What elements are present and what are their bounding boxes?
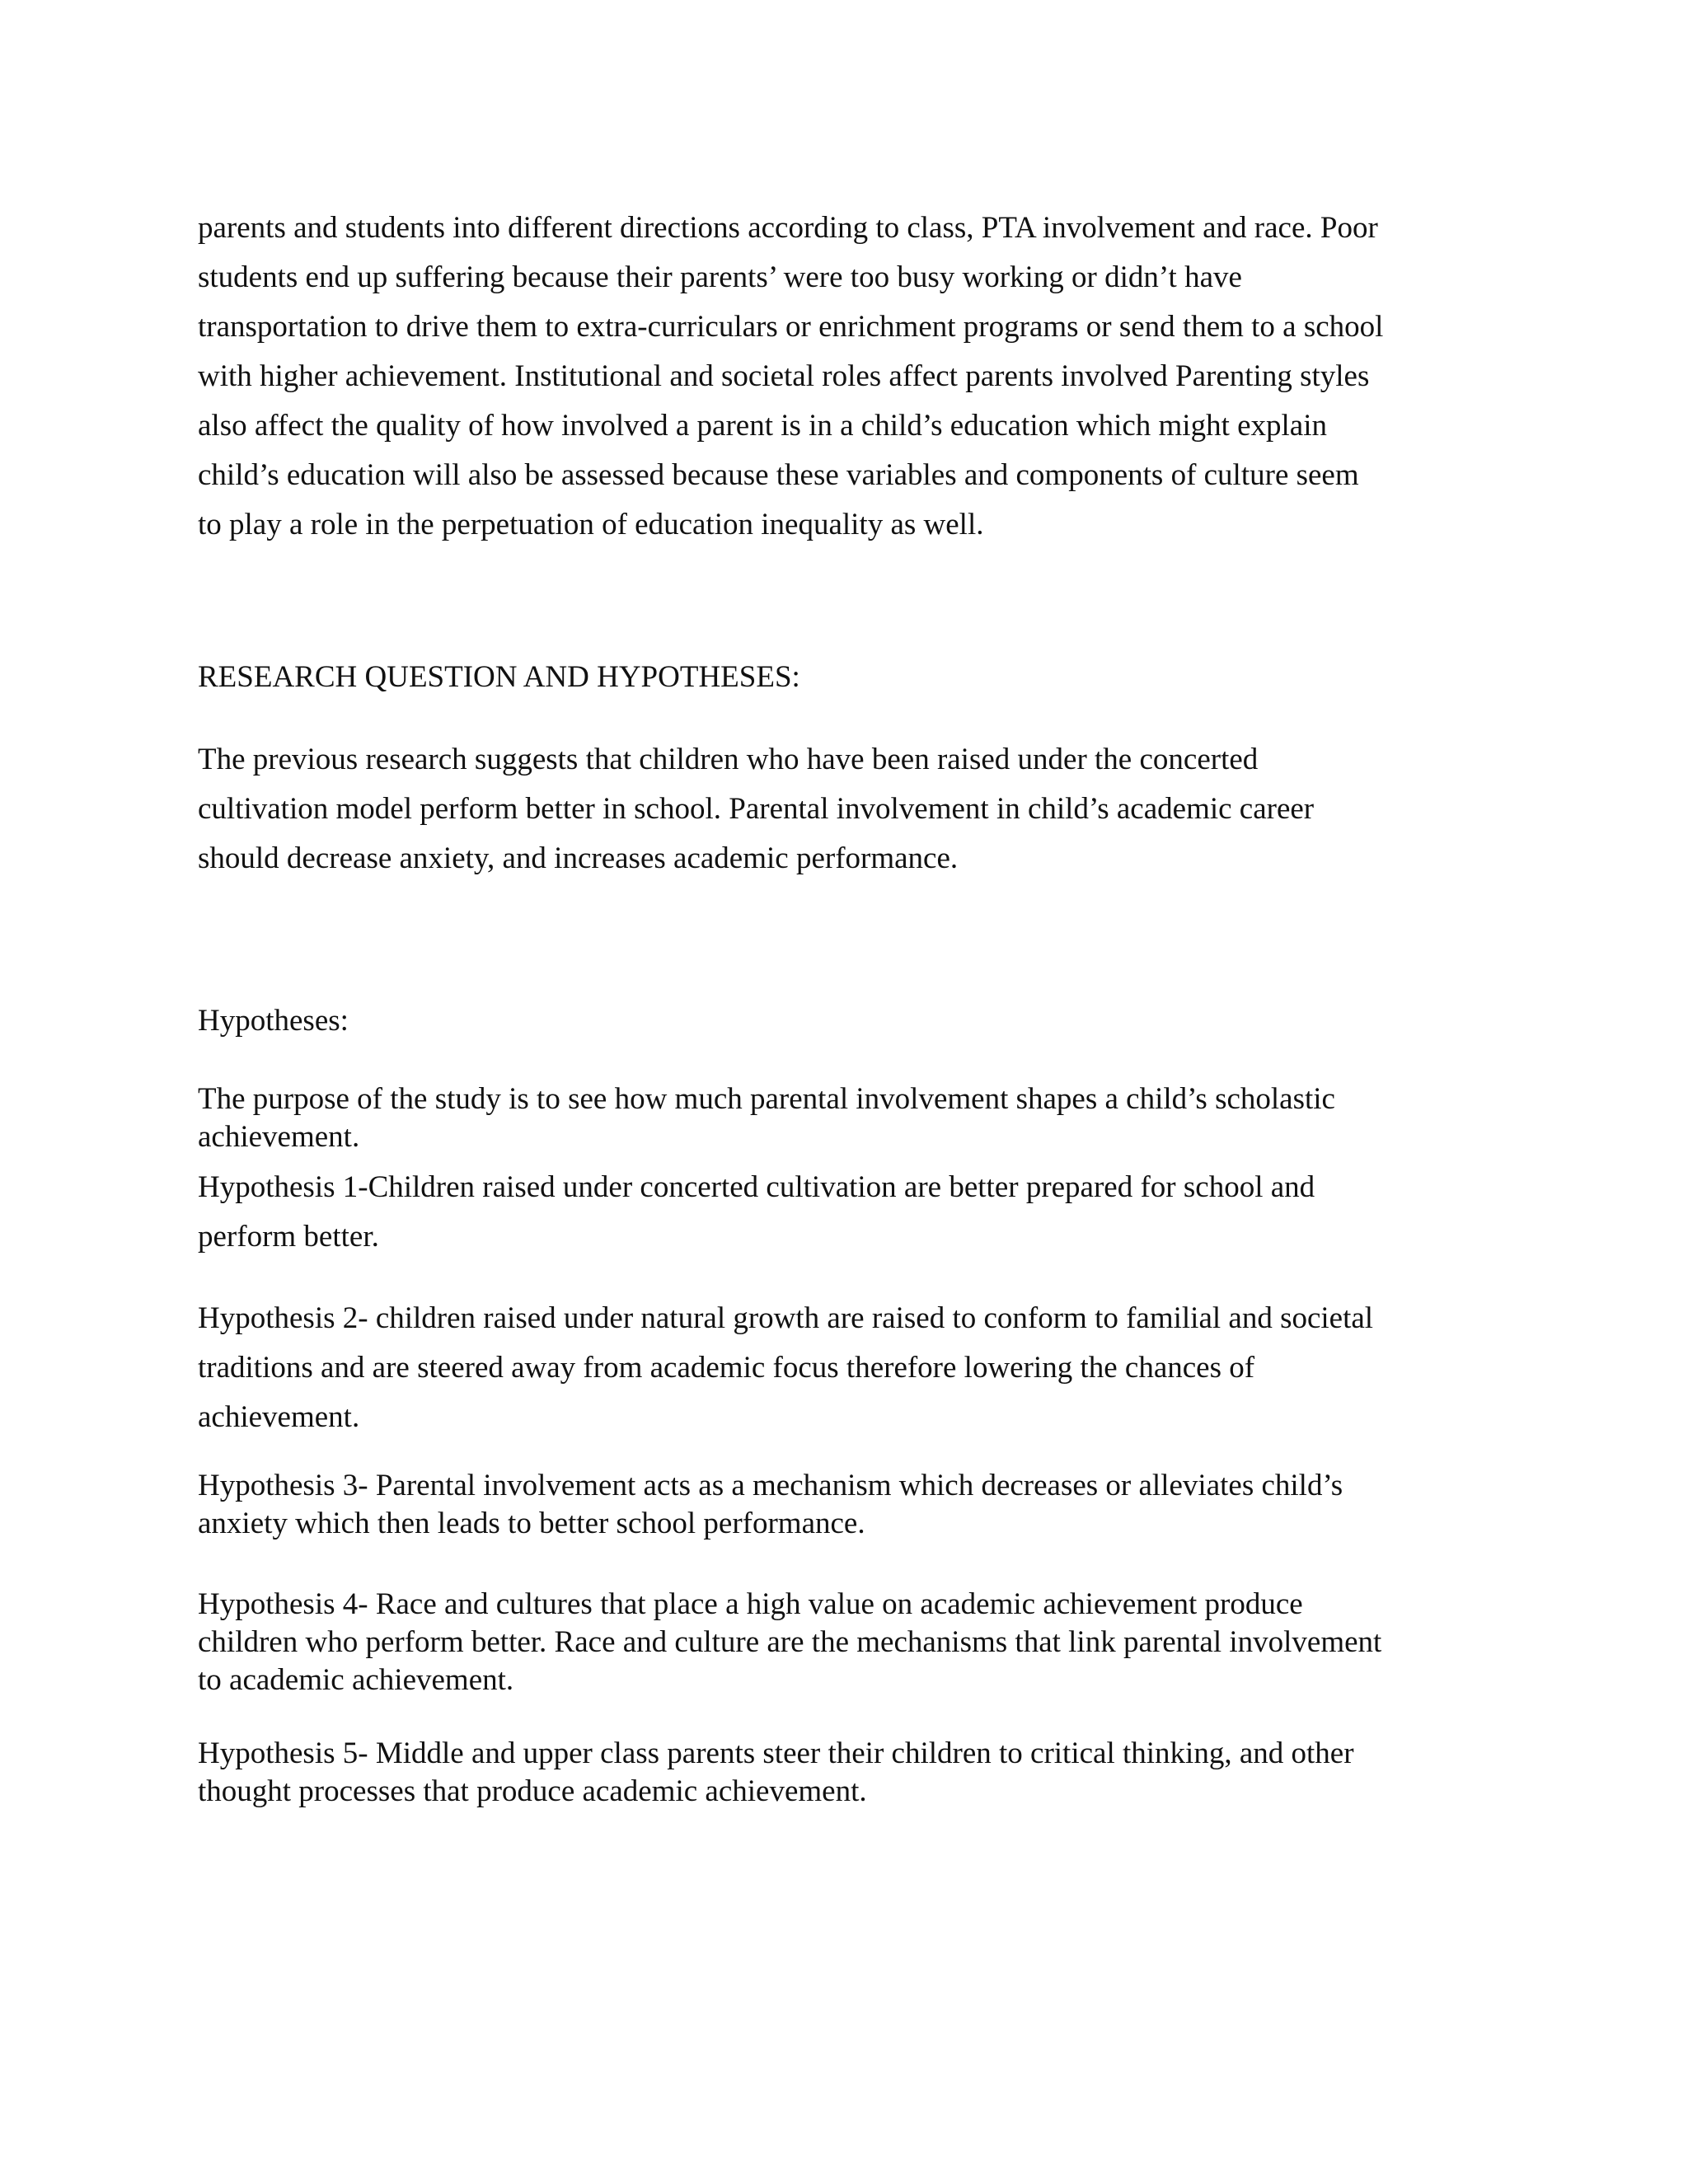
hypothesis-3 <box>198 1467 1500 1543</box>
hypothesis-4-line: Hypothesis 4- Race and cultures that place a high value on academic achievement produce <box>198 1587 1303 1621</box>
section-heading-text: RESEARCH QUESTION AND HYPOTHESES: <box>198 660 800 694</box>
hypothesis-5-line: thought processes that produce academic achievement. <box>198 1774 867 1808</box>
hypothesis-1-line: perform better. <box>198 1220 379 1254</box>
hypothesis-2-line: achievement. <box>198 1400 360 1434</box>
intro-line: parents and students into different directions according to class, PTA involvement and race. Poor <box>198 211 1378 245</box>
intro-line: with higher achievement. Institutional and societal roles affect parents involved Parenting styles <box>198 359 1370 393</box>
hypothesis-2-line: traditions and are steered away from academic focus therefore lowering the chances of <box>198 1351 1255 1385</box>
hypothesis-4 <box>198 1586 1500 1699</box>
section-heading <box>198 653 1500 702</box>
hypothesis-1 <box>198 1163 1500 1262</box>
intro-line: transportation to drive them to extra-curriculars or enrichment programs or send them to a school <box>198 310 1384 344</box>
hypothesis-3-line: Hypothesis 3- Parental involvement acts as a mechanism which decreases or alleviates child’s <box>198 1469 1343 1502</box>
hypothesis-5 <box>198 1735 1500 1811</box>
research-line: cultivation model perform better in school. Parental involvement in child’s academic career <box>198 792 1315 826</box>
hypotheses-label <box>198 996 1500 1046</box>
purpose-paragraph <box>198 1080 1500 1156</box>
hypothesis-1-line: Hypothesis 1-Children raised under concerted cultivation are better prepared for school and <box>198 1170 1315 1204</box>
research-line: should decrease anxiety, and increases academic performance. <box>198 841 959 875</box>
purpose-line: The purpose of the study is to see how much parental involvement shapes a child’s scholastic <box>198 1082 1335 1116</box>
hypothesis-3-line: anxiety which then leads to better school performance. <box>198 1507 865 1540</box>
intro-line: child’s education will also be assessed because these variables and components of culture seem <box>198 458 1359 492</box>
purpose-line: achievement. <box>198 1120 360 1154</box>
intro-line: to play a role in the perpetuation of education inequality as well. <box>198 508 984 541</box>
intro-line: students end up suffering because their parents’ were too busy working or didn’t have <box>198 260 1242 294</box>
hypothesis-5-line: Hypothesis 5- Middle and upper class parents steer their children to critical thinking, and other <box>198 1736 1354 1770</box>
hypothesis-2 <box>198 1294 1500 1442</box>
hypothesis-4-line: to academic achievement. <box>198 1663 514 1697</box>
hypothesis-2-line: Hypothesis 2- children raised under natural growth are raised to conform to familial and societal <box>198 1301 1374 1335</box>
hypothesis-4-line: children who perform better. Race and culture are the mechanisms that link parental involvement <box>198 1625 1382 1659</box>
hypotheses-label-text: Hypotheses: <box>198 1004 349 1038</box>
research-paragraph <box>198 735 1500 883</box>
research-line: The previous research suggests that children who have been raised under the concerted <box>198 743 1259 776</box>
intro-paragraph <box>198 204 1500 550</box>
intro-line: also affect the quality of how involved a parent is in a child’s education which might explain <box>198 409 1328 443</box>
